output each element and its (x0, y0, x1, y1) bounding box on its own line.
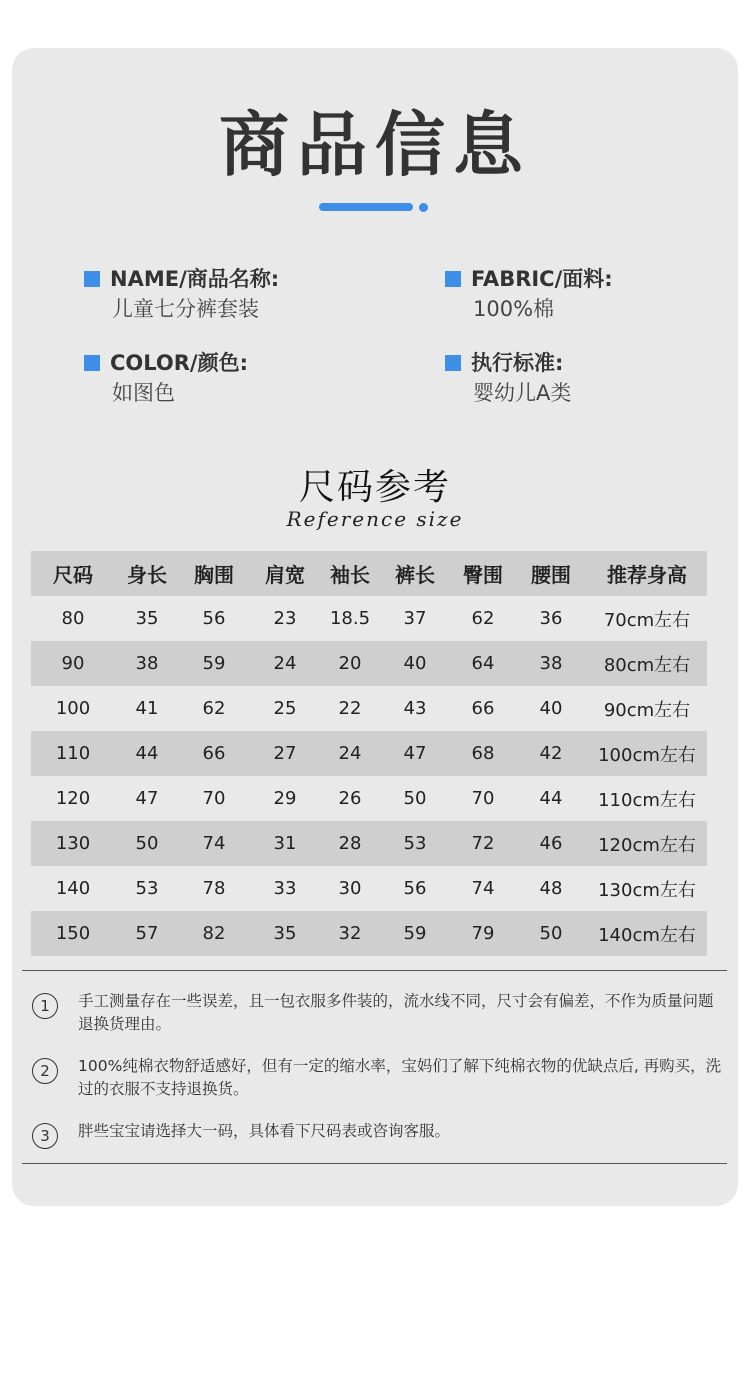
name-value: 儿童七分裤套装 (112, 297, 259, 321)
bullet-square-icon (445, 355, 461, 371)
table-cell: 25 (273, 698, 297, 719)
note-number-circle: 3 (32, 1123, 58, 1149)
table-cell: 22 (338, 698, 362, 719)
divider-bottom (22, 1163, 727, 1164)
table-header-row (31, 551, 707, 596)
table-cell: 40 (539, 698, 563, 719)
table-cell: 62 (471, 608, 495, 629)
note-text: 胖些宝宝请选择大一码，具体看下尺码表或咨询客服。 (78, 1122, 451, 1140)
table-cell: 31 (249, 821, 321, 866)
table-cell: 23 (273, 608, 297, 629)
table-cell: 18.5 (329, 608, 371, 629)
table-header-cell: 裤长 (379, 551, 451, 596)
table-cell: 150 (31, 911, 115, 956)
table-row (31, 776, 707, 821)
table-cell: 53 (379, 821, 451, 866)
table-cell: 44 (539, 788, 563, 809)
table-cell: 120 (55, 788, 91, 809)
table-cell: 110cm左右 (598, 789, 696, 811)
fabric-value: 100%棉 (473, 297, 555, 321)
table-cell: 59 (379, 911, 451, 956)
table-cell: 35 (135, 608, 159, 629)
table-cell: 40 (379, 641, 451, 686)
table-row (31, 866, 707, 911)
bullet-square-icon (84, 355, 100, 371)
table-row (31, 686, 707, 731)
table-cell: 47 (379, 731, 451, 776)
table-header-cell: 推荐身高 (587, 551, 707, 596)
table-cell: 56 (403, 878, 427, 899)
table-cell: 47 (135, 788, 159, 809)
color-value: 如图色 (112, 381, 175, 405)
title-underline-dot (419, 203, 428, 212)
table-cell: 130 (31, 821, 115, 866)
table-cell: 140 (55, 878, 91, 899)
table-cell: 46 (515, 821, 587, 866)
table-row (31, 731, 707, 776)
table-cell: 56 (202, 608, 226, 629)
table-cell: 38 (115, 641, 179, 686)
table-cell: 43 (403, 698, 427, 719)
table-cell: 68 (451, 731, 515, 776)
table-cell: 80cm左右 (587, 641, 707, 686)
color-label: COLOR/颜色: (110, 351, 248, 375)
table-cell: 53 (135, 878, 159, 899)
standard-value: 婴幼儿A类 (473, 381, 572, 405)
table-cell: 24 (249, 641, 321, 686)
table-cell: 70 (202, 788, 226, 809)
table-cell: 66 (471, 698, 495, 719)
table-cell: 110 (31, 731, 115, 776)
table-header-cell: 袖长 (321, 551, 379, 596)
table-cell: 90 (31, 641, 115, 686)
table-cell: 79 (451, 911, 515, 956)
table-cell: 100 (55, 698, 91, 719)
table-cell: 66 (179, 731, 249, 776)
table-cell: 120cm左右 (587, 821, 707, 866)
note-text: 100%纯棉衣物舒适感好，但有一定的缩水率，宝妈们了解下纯棉衣物的优缺点后, 再购买，洗过的衣服不支持退换货。 (78, 1057, 722, 1098)
table-cell: 29 (273, 788, 297, 809)
name-label: NAME/商品名称: (110, 267, 280, 291)
note-number-circle: 2 (32, 1058, 58, 1084)
table-cell: 27 (249, 731, 321, 776)
table-cell: 59 (179, 641, 249, 686)
table-header-cell: 肩宽 (249, 551, 321, 596)
table-cell: 28 (321, 821, 379, 866)
table-cell: 140cm左右 (587, 911, 707, 956)
table-cell: 24 (321, 731, 379, 776)
title-underline-bar (319, 203, 413, 211)
table-header-cell: 尺码 (31, 551, 115, 596)
table-cell: 74 (179, 821, 249, 866)
table-cell: 44 (115, 731, 179, 776)
size-section-subtitle: Reference size (286, 507, 464, 531)
divider-top (22, 970, 727, 971)
table-cell: 32 (321, 911, 379, 956)
table-row (31, 596, 707, 641)
table-header-cell: 腰围 (515, 551, 587, 596)
page-title: 商品信息 (219, 104, 531, 186)
table-header-cell: 胸围 (179, 551, 249, 596)
table-cell: 37 (403, 608, 427, 629)
table-header-cell: 身长 (115, 551, 179, 596)
table-header-cell: 臀围 (451, 551, 515, 596)
table-cell: 36 (539, 608, 563, 629)
table-cell: 26 (338, 788, 362, 809)
table-cell: 78 (202, 878, 226, 899)
table-cell: 57 (115, 911, 179, 956)
table-cell: 80 (61, 608, 85, 629)
table-cell: 74 (471, 878, 495, 899)
table-cell: 70cm左右 (603, 609, 691, 631)
bullet-square-icon (84, 271, 100, 287)
table-cell: 70 (471, 788, 495, 809)
table-row (31, 821, 707, 866)
note-number-circle: 1 (32, 993, 58, 1019)
table-cell: 20 (321, 641, 379, 686)
table-cell: 50 (515, 911, 587, 956)
table-cell: 130cm左右 (598, 879, 696, 901)
table-row (31, 911, 707, 956)
table-cell: 62 (202, 698, 226, 719)
table-row (31, 641, 707, 686)
table-cell: 30 (338, 878, 362, 899)
table-cell: 100cm左右 (587, 731, 707, 776)
table-cell: 42 (515, 731, 587, 776)
table-cell: 90cm左右 (603, 699, 691, 721)
table-cell: 41 (135, 698, 159, 719)
table-cell: 38 (515, 641, 587, 686)
note-text: 手工测量存在一些误差，且一包衣服多件装的，流水线不同，尺寸会有偏差，不作为质量问题退换货理由。 (78, 992, 714, 1033)
table-cell: 35 (249, 911, 321, 956)
table-cell: 33 (273, 878, 297, 899)
bullet-square-icon (445, 271, 461, 287)
size-table (31, 551, 707, 956)
size-section-title: 尺码参考 (298, 467, 451, 508)
standard-label: 执行标准: (471, 351, 564, 375)
table-cell: 50 (115, 821, 179, 866)
table-cell: 82 (179, 911, 249, 956)
table-cell: 72 (451, 821, 515, 866)
table-cell: 64 (451, 641, 515, 686)
table-cell: 48 (539, 878, 563, 899)
table-cell: 50 (403, 788, 427, 809)
fabric-label: FABRIC/面料: (471, 267, 613, 291)
table-body (31, 596, 707, 956)
